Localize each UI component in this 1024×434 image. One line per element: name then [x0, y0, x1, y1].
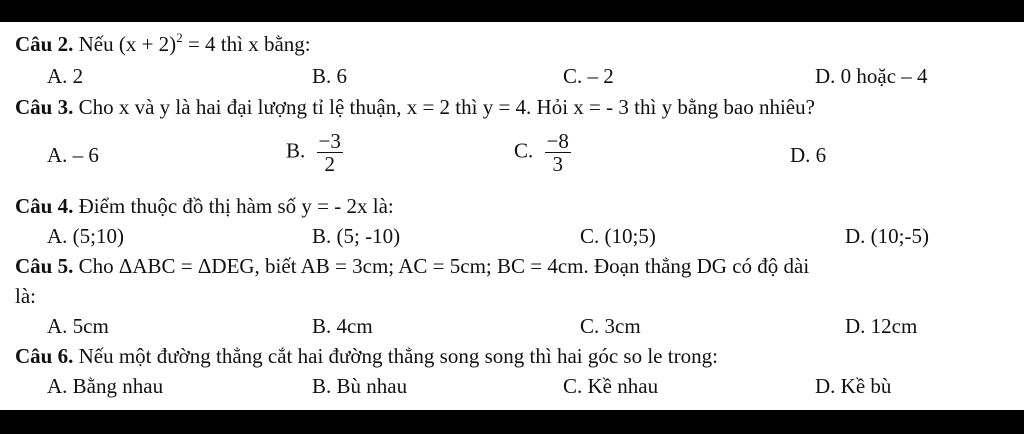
question-4	[15, 194, 394, 219]
question-5	[15, 254, 809, 279]
question-label: Câu 3.	[15, 95, 74, 119]
q2-option-a[interactable]: A. 2	[47, 64, 84, 88]
q5-option-a[interactable]: A. 5cm	[47, 314, 109, 338]
question-text-end: = 4 thì x bằng:	[182, 32, 311, 56]
fraction	[545, 130, 571, 175]
question-label: Câu 5.	[15, 254, 74, 278]
question-6	[15, 344, 718, 369]
q3-option-a[interactable]: A. – 6	[47, 143, 99, 167]
question-text: Nếu một đường thẳng cắt hai đường thẳng song song thì hai góc so le trong:	[78, 344, 718, 368]
question-label: Câu 2.	[15, 32, 74, 56]
q5-option-b[interactable]: B. 4cm	[312, 314, 373, 338]
question-label: Câu 6.	[15, 344, 74, 368]
q3-option-b[interactable]	[286, 130, 343, 175]
option-prefix: B.	[286, 138, 306, 163]
q6-option-c[interactable]: C. Kề nhau	[563, 374, 659, 398]
q6-option-d[interactable]: D. Kề bù	[815, 374, 892, 398]
q2-option-b[interactable]: B. 6	[312, 64, 348, 88]
question-3	[15, 95, 815, 120]
fraction-numerator: −8	[546, 129, 569, 153]
question-text: Cho ΔABC = ΔDEG, biết AB = 3cm; AC = 5cm; BC = 4cm. Đoạn thẳng DG có độ dài	[78, 254, 810, 278]
q2-option-c[interactable]: C. – 2	[563, 64, 614, 88]
fraction-denominator: 3	[552, 152, 563, 177]
fraction-denominator: 2	[324, 152, 335, 177]
exponent: 2	[176, 30, 183, 45]
q6-option-a[interactable]: A. Bằng nhau	[47, 374, 164, 398]
fraction-numerator: −3	[318, 129, 341, 153]
q4-option-c[interactable]: C. (10;5)	[580, 224, 656, 248]
q4-option-b[interactable]: B. (5; -10)	[312, 224, 401, 248]
option-prefix: C.	[514, 138, 534, 163]
question-2	[15, 32, 311, 57]
q4-option-a[interactable]: A. (5;10)	[47, 224, 124, 248]
question-text: Nếu (x + 2)	[78, 32, 177, 56]
q5-option-c[interactable]: C. 3cm	[580, 314, 641, 338]
q5-option-d[interactable]: D. 12cm	[845, 314, 918, 338]
fraction	[317, 130, 343, 175]
q3-option-c[interactable]	[514, 130, 571, 175]
q6-option-b[interactable]: B. Bù nhau	[312, 374, 408, 398]
question-5-continued: là:	[15, 284, 36, 308]
q3-option-d[interactable]: D. 6	[790, 143, 827, 167]
question-text: Cho x và y là hai đại lượng tỉ lệ thuận, x = 2 thì y = 4. Hỏi x = - 3 thì y bằng bao nhiêu?	[78, 95, 815, 119]
question-label: Câu 4.	[15, 194, 74, 218]
q4-option-d[interactable]: D. (10;-5)	[845, 224, 929, 248]
q2-option-d[interactable]: D. 0 hoặc – 4	[815, 64, 928, 88]
exam-sheet	[0, 22, 1024, 410]
question-text: Điểm thuộc đồ thị hàm số y = - 2x là:	[78, 194, 394, 218]
